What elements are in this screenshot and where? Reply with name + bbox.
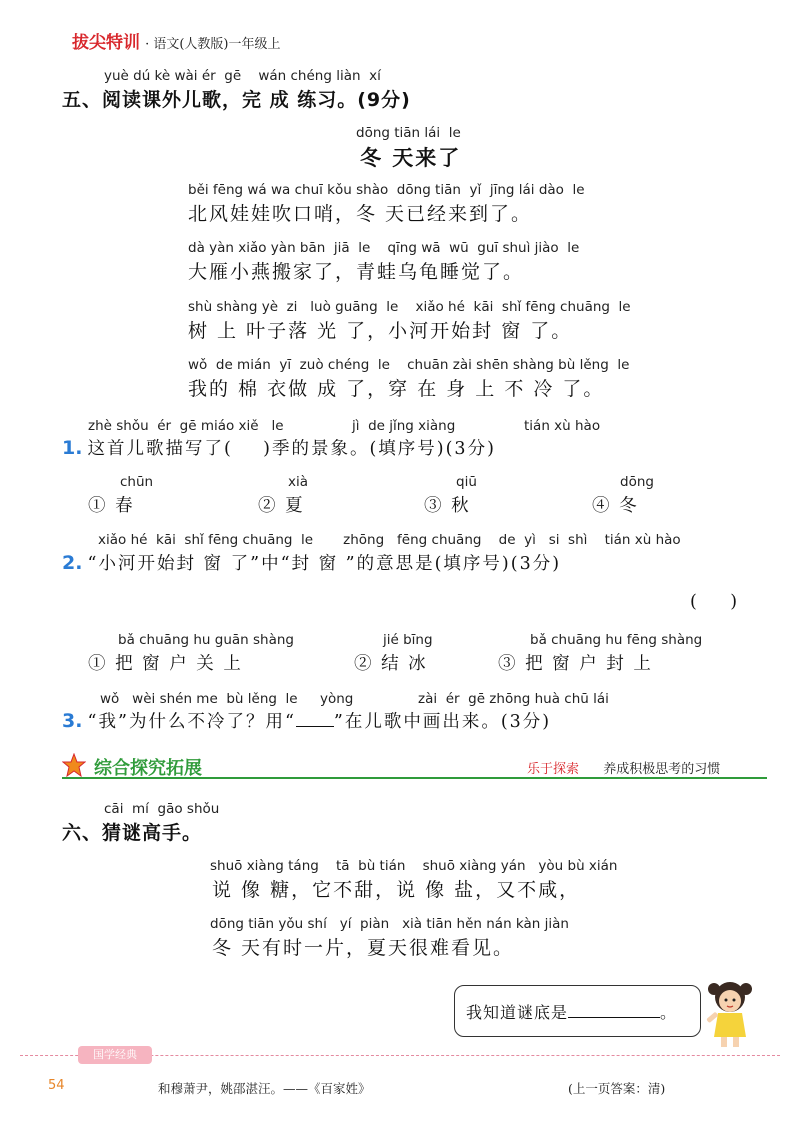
q1-option-2-pinyin: xià [288,474,309,490]
riddle-answer-end: 。 [660,1003,679,1022]
q2-answer-paren[interactable]: ( ) [690,592,738,612]
q2-option-2-pinyin: jié bīng [383,632,433,648]
section6-pinyin: cāi mí gāo shǒu [104,801,220,817]
riddle-answer-label: 我知道谜底是 [466,1003,569,1022]
q1-option-4-pinyin: dōng [620,474,654,490]
q3-text-a: “我”为什么不冷了？用“ [87,712,296,732]
q3-number: 3. [62,710,83,732]
poem-line-2: 大雁小燕搬家了，青蛙乌龟睡觉了。 [188,261,525,283]
q2-option-3: ③ 把 窗 户 封 上 [498,654,653,674]
q1-option-4: ④ 冬 [592,496,639,516]
riddle-line-2: 冬 天有时一片，夏天很难看见。 [212,937,515,959]
q3-question [62,708,551,733]
q2-pinyin: xiǎo hé kāi shǐ fēng chuāng le zhōng fēng chuāng de yì si shì tián xù hào [98,532,681,548]
q2-text: “小河开始封 窗 了”中“封 窗 ”的意思是(填序号)(3分) [87,554,562,574]
q1-question [62,435,496,460]
girl-illustration [700,975,760,1050]
poem-title-pinyin: dōng tiān lái le [356,125,461,141]
riddle-answer-blank[interactable] [568,1001,660,1018]
banner-slogan-black: 养成积极思考的习惯 [603,762,721,777]
riddle-line-1: 说 像 糖，它不甜，说 像 盐，又不咸， [212,879,581,901]
header-subtitle: · 语文(人教版)一年级上 [145,37,281,52]
q1-number: 1. [62,437,83,459]
section5-title: 五、阅读课外儿歌，完 成 练习。(9分) [62,89,411,111]
q1-option-2: ② 夏 [258,496,305,516]
q3-pinyin-a: wǒ wèi shén me bù lěng le [100,691,298,707]
poem-title: 冬 天来了 [360,145,462,170]
poem-line-2-pinyin: dà yàn xiǎo yàn bān jiā le qīng wā wū guī shuì jiào le [188,240,580,256]
q1-option-1: ① 春 [88,496,135,516]
poem-line-1: 北风娃娃吹口哨，冬 天已经来到了。 [188,203,533,225]
q2-option-1-pinyin: bǎ chuāng hu guān shàng [118,632,294,648]
footer-quote: 和穆萧尹，姚邵湛汪。——《百家姓》 [158,1081,371,1096]
q1-pinyin-c: tián xù hào [524,418,601,434]
poem-line-3-pinyin: shù shàng yè zi luò guāng le xiǎo hé kāi shǐ fēng chuāng le [188,299,631,315]
banner-slogan-red: 乐于探索 [527,762,580,777]
q1-pinyin-a: zhè shǒu ér gē miáo xiě le [88,418,284,434]
riddle-answer-row [466,1000,678,1023]
brand-logo: 拔尖特训 [72,33,140,53]
poem-line-4: 我的 棉 衣做 成 了，穿 在 身 上 不 冷 了。 [188,378,605,400]
q2-option-3-pinyin: bǎ chuāng hu fēng shàng [530,632,703,648]
q1-option-3: ③ 秋 [424,496,471,516]
banner-star-icon [62,753,86,777]
q2-question [62,550,561,575]
section6-title: 六、猜谜高手。 [62,822,203,844]
page-number: 54 [48,1078,65,1093]
q3-pinyin-c: zài ér gē zhōng huà chū lái [418,691,609,707]
q1-option-3-pinyin: qiū [456,474,477,490]
q1-option-1-pinyin: chūn [120,474,154,490]
riddle-line-1-pinyin: shuō xiàng táng tā bù tián shuō xiàng yán yòu bù xián [210,858,618,874]
q3-answer-blank[interactable] [296,708,334,727]
poem-line-4-pinyin: wǒ de mián yī zuò chéng le chuān zài shēn shàng bù lěng le [188,357,630,373]
q1-text: 这首儿歌描写了( )季的景象。(填序号)(3分) [87,439,496,459]
riddle-line-2-pinyin: dōng tiān yǒu shí yí piàn xià tiān hěn nán kàn jiàn [210,916,569,932]
q2-option-2: ② 结 冰 [354,654,428,674]
footer-tag: 国学经典 [78,1046,152,1064]
q2-number: 2. [62,552,83,574]
q2-option-1: ① 把 窗 户 关 上 [88,654,243,674]
q3-pinyin-b: yòng [320,691,354,707]
section5-pinyin: yuè dú kè wài ér gē wán chéng liàn xí [104,68,381,84]
banner-title: 综合探究拓展 [94,758,202,779]
poem-line-1-pinyin: běi fēng wá wa chuī kǒu shào dōng tiān yǐ jīng lái dào le [188,182,585,198]
poem-line-3: 树 上 叶子落 光 了，小河开始封 窗 了。 [188,320,573,342]
q3-text-b: ”在儿歌中画出来。(3分) [333,712,552,732]
page-header [72,28,281,53]
footer-prev-answer: (上一页答案：清) [568,1081,666,1096]
q1-pinyin-b: jì de jǐng xiàng [352,418,456,434]
banner-slogan [527,758,720,777]
